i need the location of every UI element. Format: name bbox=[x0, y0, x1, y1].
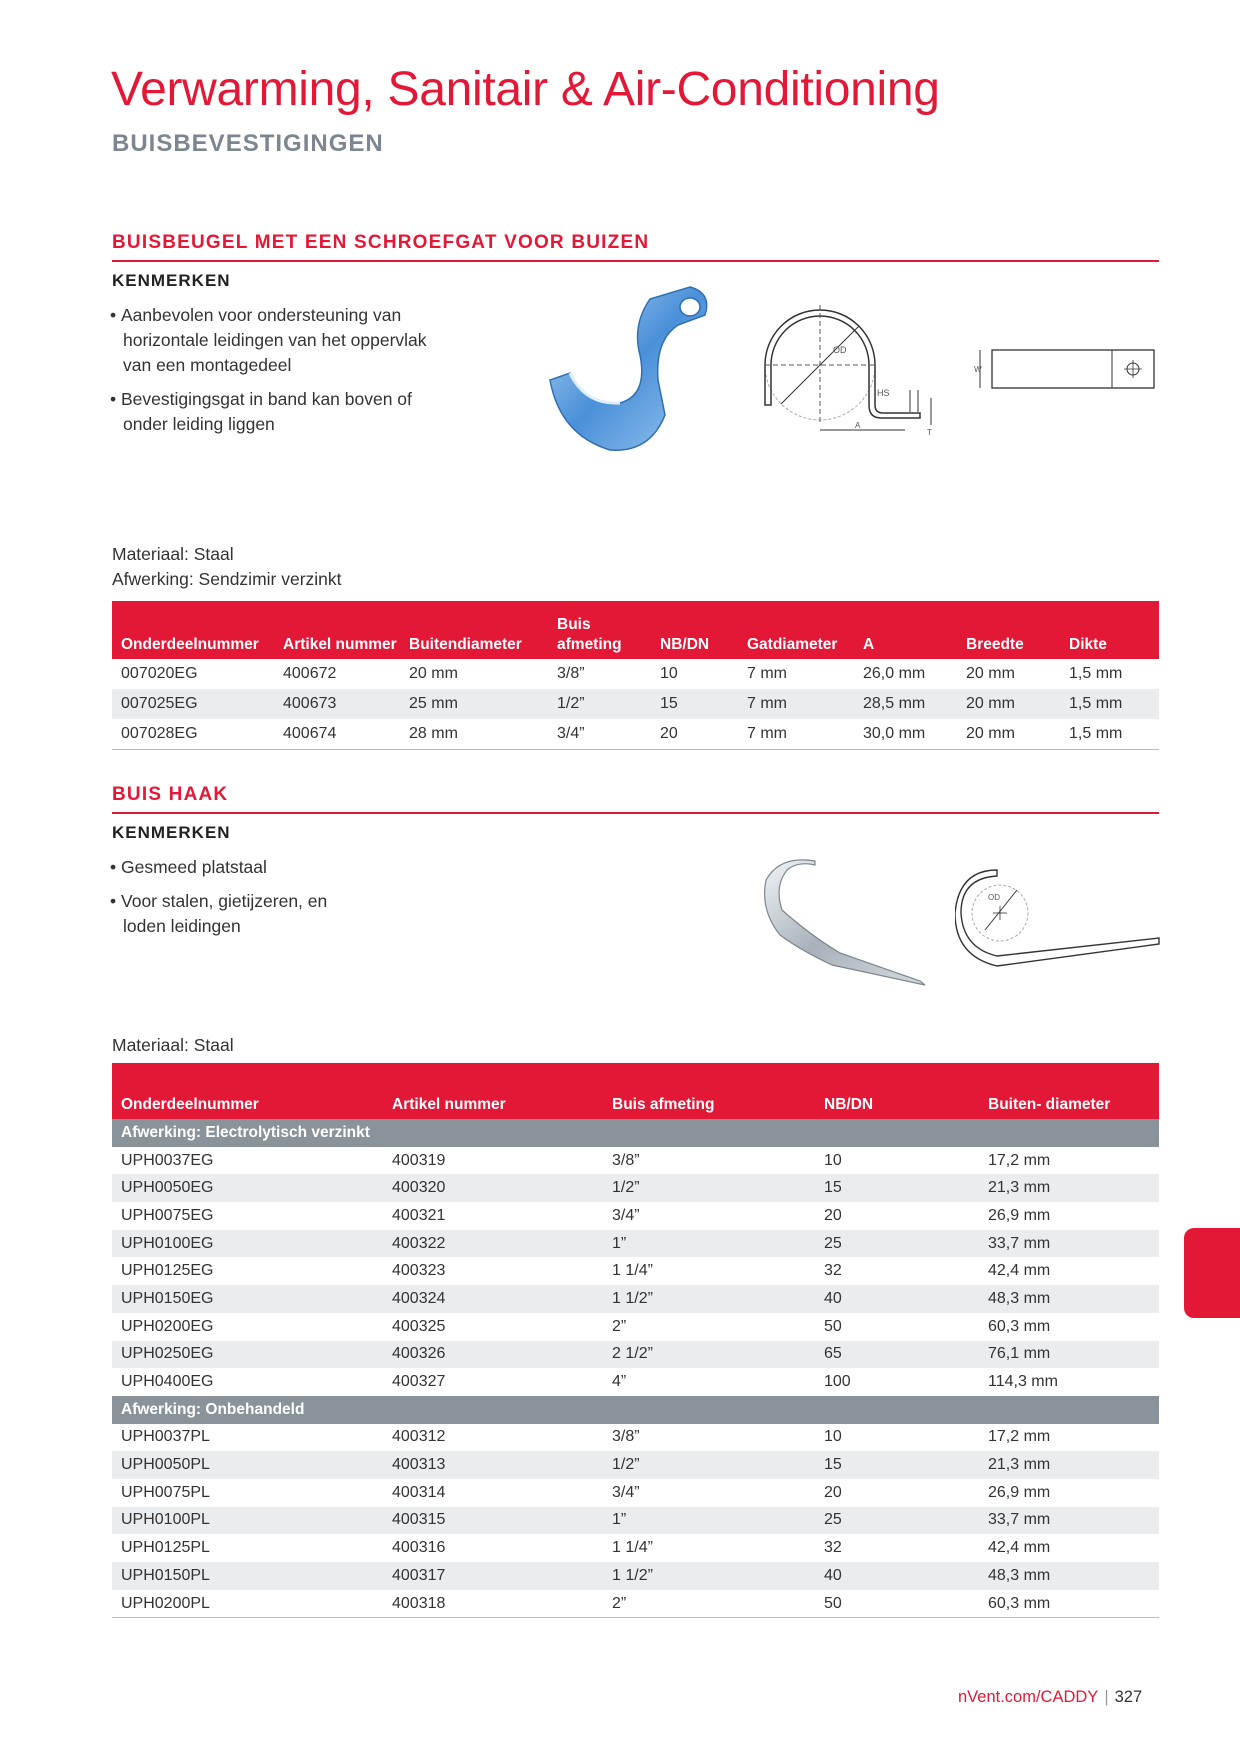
table-cell: 26,9 mm bbox=[979, 1479, 1159, 1507]
table-row bbox=[112, 1147, 1159, 1175]
table-cell: 28 mm bbox=[400, 719, 548, 750]
table-cell: 20 mm bbox=[409, 665, 458, 682]
table-cell: 20 mm bbox=[966, 665, 1015, 682]
table-cell: 1 1/4” bbox=[603, 1257, 815, 1285]
w-label: W bbox=[974, 365, 982, 374]
od-label: OD bbox=[833, 345, 847, 355]
table-cell: 15 bbox=[815, 1174, 979, 1202]
table-cell: 20 bbox=[651, 719, 738, 750]
table-cell: 25 bbox=[815, 1507, 979, 1535]
table-cell: 2” bbox=[603, 1313, 815, 1341]
table-cell: 15 bbox=[651, 689, 738, 719]
table-cell: UPH0150PL bbox=[112, 1562, 383, 1590]
footer-separator: | bbox=[1104, 1688, 1109, 1706]
table-cell: 17,2 mm bbox=[979, 1424, 1159, 1452]
col-header: Artikel nummer bbox=[383, 1063, 603, 1119]
table-cell: 1” bbox=[603, 1230, 815, 1258]
table-row bbox=[112, 1313, 1159, 1341]
table-row bbox=[112, 1451, 1159, 1479]
table-cell: 32 bbox=[815, 1534, 979, 1562]
table-cell: UPH0400EG bbox=[112, 1368, 383, 1396]
hs-label: HS bbox=[877, 388, 890, 398]
table-cell: 7 mm bbox=[747, 665, 787, 682]
table-cell: 60,3 mm bbox=[979, 1590, 1159, 1618]
table-cell: 10 bbox=[815, 1424, 979, 1452]
table-row bbox=[112, 1257, 1159, 1285]
col-header: Onderdeelnummer bbox=[112, 601, 274, 659]
table-cell: 10 bbox=[815, 1147, 979, 1175]
table-cell: 007025EG bbox=[112, 689, 274, 719]
table-cell: 42,4 mm bbox=[979, 1534, 1159, 1562]
table-cell: 3/8” bbox=[603, 1424, 815, 1452]
t-label: T bbox=[927, 428, 932, 437]
table-header-row bbox=[112, 601, 1159, 659]
table-cell: 7 mm bbox=[738, 689, 854, 719]
table-cell: 15 bbox=[815, 1451, 979, 1479]
table-cell: UPH0200PL bbox=[112, 1590, 383, 1618]
table-cell: UPH0100PL bbox=[112, 1507, 383, 1535]
col-header: Artikel nummer bbox=[274, 601, 400, 659]
table-cell: 25 bbox=[815, 1230, 979, 1258]
table-cell: 20 mm bbox=[957, 689, 1060, 719]
table-cell: 400314 bbox=[383, 1479, 603, 1507]
section-heading-buis-haak: BUIS HAAK bbox=[112, 784, 1159, 814]
table-header-row bbox=[112, 1063, 1159, 1119]
table-cell: UPH0037PL bbox=[112, 1424, 383, 1452]
table-cell: UPH0075PL bbox=[112, 1479, 383, 1507]
features-label: KENMERKEN bbox=[112, 271, 231, 290]
table-cell: 2” bbox=[603, 1590, 815, 1618]
table-row bbox=[112, 1230, 1159, 1258]
table-cell: UPH0050PL bbox=[112, 1451, 383, 1479]
table-cell: 26,9 mm bbox=[979, 1202, 1159, 1230]
table-cell: 33,7 mm bbox=[979, 1230, 1159, 1258]
table-cell: 114,3 mm bbox=[979, 1368, 1159, 1396]
table-cell: 400318 bbox=[383, 1590, 603, 1618]
page-subtitle: BUISBEVESTIGINGEN bbox=[112, 130, 384, 157]
table-cell: UPH0250EG bbox=[112, 1341, 383, 1369]
table-cell: 1/2” bbox=[603, 1174, 815, 1202]
material-text: Materiaal: Staal bbox=[112, 1035, 234, 1055]
table-cell: 48,3 mm bbox=[979, 1562, 1159, 1590]
table-row bbox=[112, 1590, 1159, 1618]
col-header: NB/DN bbox=[651, 601, 738, 659]
table-cell: 1” bbox=[603, 1507, 815, 1535]
table-row bbox=[112, 1174, 1159, 1202]
table-cell: 007020EG bbox=[121, 665, 198, 682]
table-cell: 30,0 mm bbox=[854, 719, 957, 750]
pipe-hook-photo bbox=[760, 855, 930, 990]
table-cell: 1 1/2” bbox=[603, 1285, 815, 1313]
col-header: Buis afmeting bbox=[548, 601, 651, 659]
table-cell: 3/4” bbox=[603, 1202, 815, 1230]
col-header: NB/DN bbox=[815, 1063, 979, 1119]
table-row bbox=[112, 719, 1159, 750]
table-cell: 76,1 mm bbox=[979, 1341, 1159, 1369]
page-number: 327 bbox=[1114, 1688, 1143, 1706]
table-cell: UPH0100EG bbox=[112, 1230, 383, 1258]
table-row bbox=[112, 1479, 1159, 1507]
table-cell: 400322 bbox=[383, 1230, 603, 1258]
table-cell: UPH0037EG bbox=[112, 1147, 383, 1175]
col-header: Gatdiameter bbox=[738, 601, 854, 659]
table-cell: 3/4” bbox=[548, 719, 651, 750]
features-list bbox=[110, 303, 440, 446]
table-cell: 1 1/2” bbox=[603, 1562, 815, 1590]
table-cell: 32 bbox=[815, 1257, 979, 1285]
table-cell: 3/8” bbox=[557, 665, 585, 682]
od-label: OD bbox=[988, 893, 1000, 902]
table-cell: 400674 bbox=[274, 719, 400, 750]
table-cell: 400323 bbox=[383, 1257, 603, 1285]
table-row bbox=[112, 659, 1159, 689]
table-row bbox=[112, 1534, 1159, 1562]
table-row bbox=[112, 689, 1159, 719]
features-label: KENMERKEN bbox=[112, 823, 231, 842]
table-cell: 21,3 mm bbox=[979, 1174, 1159, 1202]
table-row bbox=[112, 1285, 1159, 1313]
table-cell: UPH0075EG bbox=[112, 1202, 383, 1230]
table-cell: UPH0200EG bbox=[112, 1313, 383, 1341]
table-cell: 48,3 mm bbox=[979, 1285, 1159, 1313]
table-cell: 25 mm bbox=[400, 689, 548, 719]
clamp-spec-table bbox=[112, 601, 1159, 750]
col-header: Buis afmeting bbox=[603, 1063, 815, 1119]
col-header: Dikte bbox=[1060, 601, 1159, 659]
feature-item: • Bevestigingsgat in band kan boven of onder leiding liggen bbox=[110, 389, 412, 434]
col-header: Onderdeelnummer bbox=[112, 1063, 383, 1119]
table-cell: 60,3 mm bbox=[979, 1313, 1159, 1341]
table-row bbox=[112, 1507, 1159, 1535]
table-cell: 65 bbox=[815, 1341, 979, 1369]
table-cell: 400325 bbox=[383, 1313, 603, 1341]
group-label: Afwerking: Onbehandeld bbox=[112, 1396, 1159, 1424]
table-cell: 3/8” bbox=[603, 1147, 815, 1175]
table-row bbox=[112, 1562, 1159, 1590]
table-cell: 20 bbox=[815, 1202, 979, 1230]
table-cell: UPH0150EG bbox=[112, 1285, 383, 1313]
table-cell: 2 1/2” bbox=[603, 1341, 815, 1369]
table-cell: 50 bbox=[815, 1590, 979, 1618]
table-cell: 20 mm bbox=[957, 719, 1060, 750]
footer bbox=[958, 1688, 1142, 1707]
pipe-clamp-photo bbox=[540, 285, 720, 460]
table-cell: 100 bbox=[815, 1368, 979, 1396]
table-cell: 400315 bbox=[383, 1507, 603, 1535]
table-cell: 1 1/4” bbox=[603, 1534, 815, 1562]
table-cell: 400321 bbox=[383, 1202, 603, 1230]
table-cell: 400324 bbox=[383, 1285, 603, 1313]
table-cell: 400320 bbox=[383, 1174, 603, 1202]
table-cell: UPH0125EG bbox=[112, 1257, 383, 1285]
table-row bbox=[112, 1368, 1159, 1396]
table-group-row bbox=[112, 1119, 1159, 1147]
table-cell: UPH0050EG bbox=[112, 1174, 383, 1202]
feature-item: • Gesmeed platstaal bbox=[110, 857, 267, 877]
table-cell: 40 bbox=[815, 1562, 979, 1590]
a-label: A bbox=[855, 421, 861, 430]
table-cell: 007028EG bbox=[112, 719, 274, 750]
table-cell: 20 bbox=[815, 1479, 979, 1507]
table-cell: 1,5 mm bbox=[1069, 665, 1123, 682]
col-header: A bbox=[854, 601, 957, 659]
table-cell: 400327 bbox=[383, 1368, 603, 1396]
table-group-row bbox=[112, 1396, 1159, 1424]
table-cell: 33,7 mm bbox=[979, 1507, 1159, 1535]
table-cell: 50 bbox=[815, 1313, 979, 1341]
table-cell: 4” bbox=[603, 1368, 815, 1396]
table-cell: 17,2 mm bbox=[979, 1147, 1159, 1175]
table-cell: 400673 bbox=[274, 689, 400, 719]
table-cell: 400326 bbox=[383, 1341, 603, 1369]
col-header: Buiten- diameter bbox=[979, 1063, 1159, 1119]
finish-text: Afwerking: Sendzimir verzinkt bbox=[112, 569, 342, 589]
chapter-tab-marker bbox=[1184, 1228, 1240, 1318]
page-title: Verwarming, Sanitair & Air-Conditioning bbox=[111, 63, 940, 116]
table-cell: 28,5 mm bbox=[854, 689, 957, 719]
col-header: Breedte bbox=[957, 601, 1060, 659]
table-cell: 21,3 mm bbox=[979, 1451, 1159, 1479]
section-heading-buisbeugel: BUISBEUGEL MET EEN SCHROEFGAT VOOR BUIZEN bbox=[112, 232, 1159, 262]
table-cell: 400313 bbox=[383, 1451, 603, 1479]
footer-site-link[interactable]: nVent.com/CADDY bbox=[958, 1688, 1099, 1706]
clamp-top-view-drawing bbox=[970, 340, 1160, 390]
table-cell: UPH0125PL bbox=[112, 1534, 383, 1562]
table-cell: 400672 bbox=[283, 665, 337, 682]
table-cell: 400312 bbox=[383, 1424, 603, 1452]
table-cell: 3/4” bbox=[603, 1479, 815, 1507]
feature-item: • Voor stalen, gietijzeren, en loden leidingen bbox=[110, 891, 328, 936]
table-cell: 1/2” bbox=[603, 1451, 815, 1479]
table-cell: 40 bbox=[815, 1285, 979, 1313]
material-text: Materiaal: Staal bbox=[112, 544, 234, 564]
table-cell: 400316 bbox=[383, 1534, 603, 1562]
hook-dimension-drawing bbox=[955, 868, 1160, 973]
table-cell: 400317 bbox=[383, 1562, 603, 1590]
table-cell: 400319 bbox=[383, 1147, 603, 1175]
features-list bbox=[110, 855, 330, 948]
table-cell: 7 mm bbox=[738, 719, 854, 750]
table-cell: 42,4 mm bbox=[979, 1257, 1159, 1285]
table-cell: 1,5 mm bbox=[1060, 719, 1159, 750]
table-cell: 10 bbox=[660, 665, 678, 682]
hook-spec-table bbox=[112, 1063, 1159, 1618]
table-row bbox=[112, 1424, 1159, 1452]
table-row bbox=[112, 1202, 1159, 1230]
table-cell: 1,5 mm bbox=[1060, 689, 1159, 719]
clamp-dimension-drawing bbox=[755, 300, 945, 440]
col-header: Buitendiameter bbox=[400, 601, 548, 659]
group-label: Afwerking: Electrolytisch verzinkt bbox=[112, 1119, 1159, 1147]
feature-item: • Aanbevolen voor ondersteuning van horizontale leidingen van het oppervlak van een montagedeel bbox=[110, 305, 427, 375]
table-cell: 1/2” bbox=[548, 689, 651, 719]
table-cell: 26,0 mm bbox=[863, 665, 926, 682]
table-row bbox=[112, 1341, 1159, 1369]
